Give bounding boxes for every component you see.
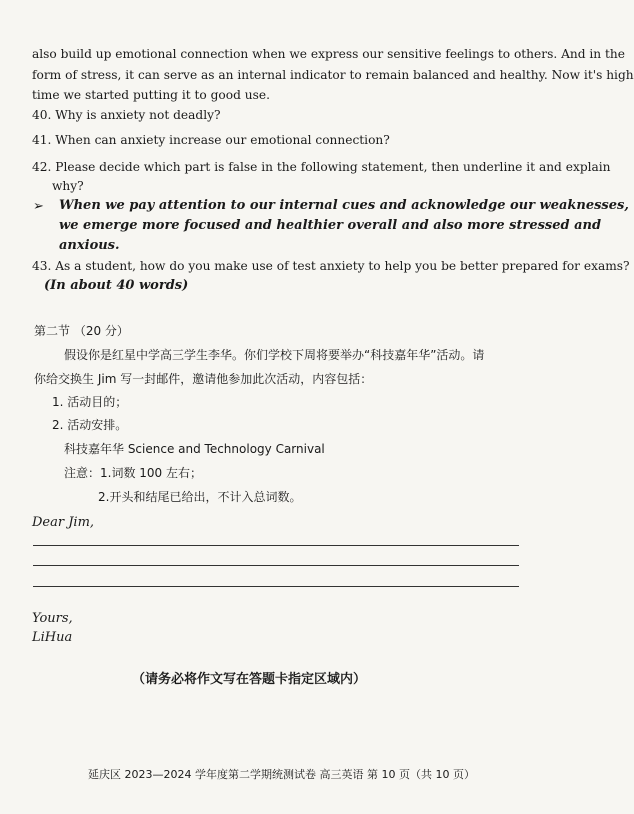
answer-sheet-instruction: （请务必将作文写在答题卡指定区域内） [132,672,367,687]
writing-prompt: 你给交换生 Jim 写一封邮件，邀请他参加此次活动，内容包括： [34,372,373,386]
writing-prompt: 假设你是红星中学高三学生李华。你们学校下周将要举办“科技嘉年华”活动。请 [64,348,485,362]
content-item: 1. 活动目的； [52,395,128,409]
passage-line: form of stress, it can serve as an internal indicator to remain balanced and healthy. Now it's high [32,67,634,82]
question-42: 42. Please decide which part is false in the following statement, then underline it and explain [32,160,611,174]
letter-signature: LiHua [32,630,73,645]
writing-line [33,565,519,566]
passage-paragraph [32,44,634,106]
section-heading: 第二节 （20 分） [34,324,129,338]
letter-closing: Yours, [32,611,73,626]
statement-line: When we pay attention to our internal cues and acknowledge our weaknesses, [59,198,629,213]
question-41: 41. When can anxiety increase our emotional connection? [32,133,390,147]
writing-line [33,545,519,546]
page-footer: 延庆区 2023—2024 学年度第二学期统测试卷 高三英语 第 10 页（共 10 页） [88,768,475,781]
statement-line: we emerge more focused and healthier overall and also more stressed and [59,218,602,233]
statement-line: anxious. [59,238,120,253]
bullet-arrow-icon: ➢ [33,199,44,214]
passage-line: time we started putting it to good use. [32,88,270,102]
writing-note: 2.开头和结尾已给出，不计入总词数。 [98,490,302,504]
vocabulary-hint: 科技嘉年华 Science and Technology Carnival [64,442,325,456]
question-42-continuation: why? [52,179,84,193]
letter-greeting: Dear Jim, [32,515,95,530]
content-item: 2. 活动安排。 [52,418,128,432]
passage-line: also build up emotional connection when we express our sensitive feelings to others. And in the [32,47,625,61]
word-limit: (In about 40 words) [44,278,189,293]
writing-note: 注意：1.词数 100 左右； [64,466,202,480]
writing-line [33,586,519,587]
question-40: 40. Why is anxiety not deadly? [32,108,221,122]
question-43: 43. As a student, how do you make use of test anxiety to help you be better prepared for exams? [32,259,630,273]
